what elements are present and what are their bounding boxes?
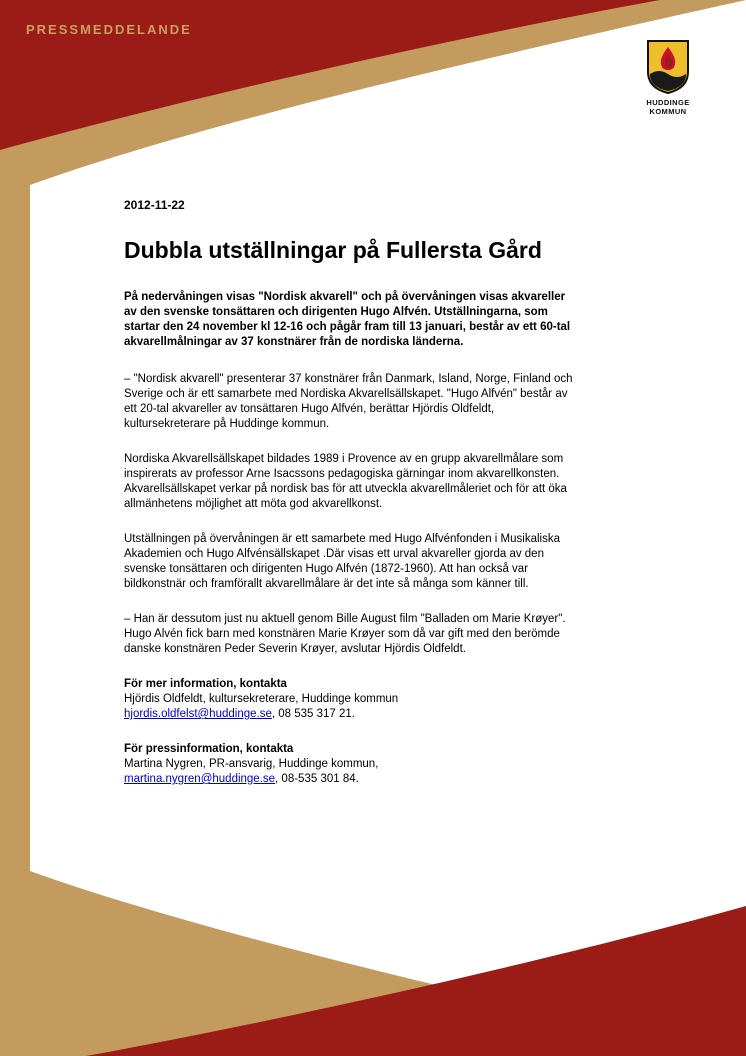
coat-of-arms-icon [647,40,689,94]
contact-phone: , 08-535 301 84. [275,773,359,785]
logo-text [646,98,689,116]
document-date: 2012-11-22 [124,198,185,212]
contact-phone: , 08 535 317 21. [271,708,355,720]
contact-block-press [124,742,580,787]
body-paragraph: – "Nordisk akvarell" presenterar 37 konstnärer från Danmark, Island, Norge, Finland och Sverige och är ett samarbete med Nordiska Akvarellsällskapet. "Hugo Alfvén" består av ett 20-tal akvareller av tonsättaren Hugo Alfvén, berättar Hjördis Oldfeldt, kultursekreterare på Huddinge kommun. [124,373,573,430]
contact-heading: För pressinformation, kontakta [124,743,294,755]
email-link[interactable]: hjordis.oldfelst@huddinge.se [124,708,272,720]
contact-details [124,772,580,787]
document-body [124,198,580,807]
contact-heading: För mer information, kontakta [124,678,287,690]
logo-text-line1: HUDDINGE [646,98,690,107]
body-paragraph: Utställningen på övervåningen är ett samarbete med Hugo Alfvénfonden i Musikaliska Akademien och Hugo Alfvénsällskapet .Där visas ett urval akvareller gjorda av den svenske tonsättaren och dirigenten Hugo Alfvén (1872-1960). Att han också var bildkonstnär och framförallt akvarellmålare är det inte så många som känner till. [124,533,560,590]
contact-person: Martina Nygren, PR-ansvarig, Huddinge kommun, [124,758,379,770]
contact-details [124,707,580,722]
contact-block-information [124,677,580,722]
contact-person: Hjördis Oldfeldt, kultursekreterare, Huddinge kommun [124,693,399,705]
body-paragraph: – Han är dessutom just nu aktuell genom Bille August film "Balladen om Marie Krøyer". Hugo Alvén fick barn med konstnären Marie Krøyer som då var gift med den berömde danske konstnären Peder Severin Krøyer, avslutar Hjördis Oldfeldt. [124,613,566,655]
lead-paragraph: På nedervåningen visas "Nordisk akvarell" och på övervåningen visas akvareller av den svenske tonsättaren och dirigenten Hugo Alfvén. Utställningarna, som startar den 24 november kl 12-16 och pågår fram till 13 januari, består av ett 60-tal akvarellmålningar av 37 konstnärer från de nordiska länderna. [124,291,571,348]
huddinge-kommun-logo [636,40,700,116]
email-link[interactable]: martina.nygren@huddinge.se [124,773,276,785]
document-title: Dubbla utställningar på Fullersta Gård [124,237,542,263]
body-paragraph: Nordiska Akvarellsällskapet bildades 1989 i Provence av en grupp akvarellmålare som inspirerats av professor Arne Isacssons pedagogiska gärningar inom akvarellkonsten. Akvarellsällskapet verkar på nordisk bas för att utveckla akvarellmåleriet och för att öka allmänhetens möjlighet att möta god akvarellkonst. [124,453,567,510]
masthead-label: PRESSMEDDELANDE [26,22,192,37]
logo-text-line2: KOMMUN [649,107,687,116]
